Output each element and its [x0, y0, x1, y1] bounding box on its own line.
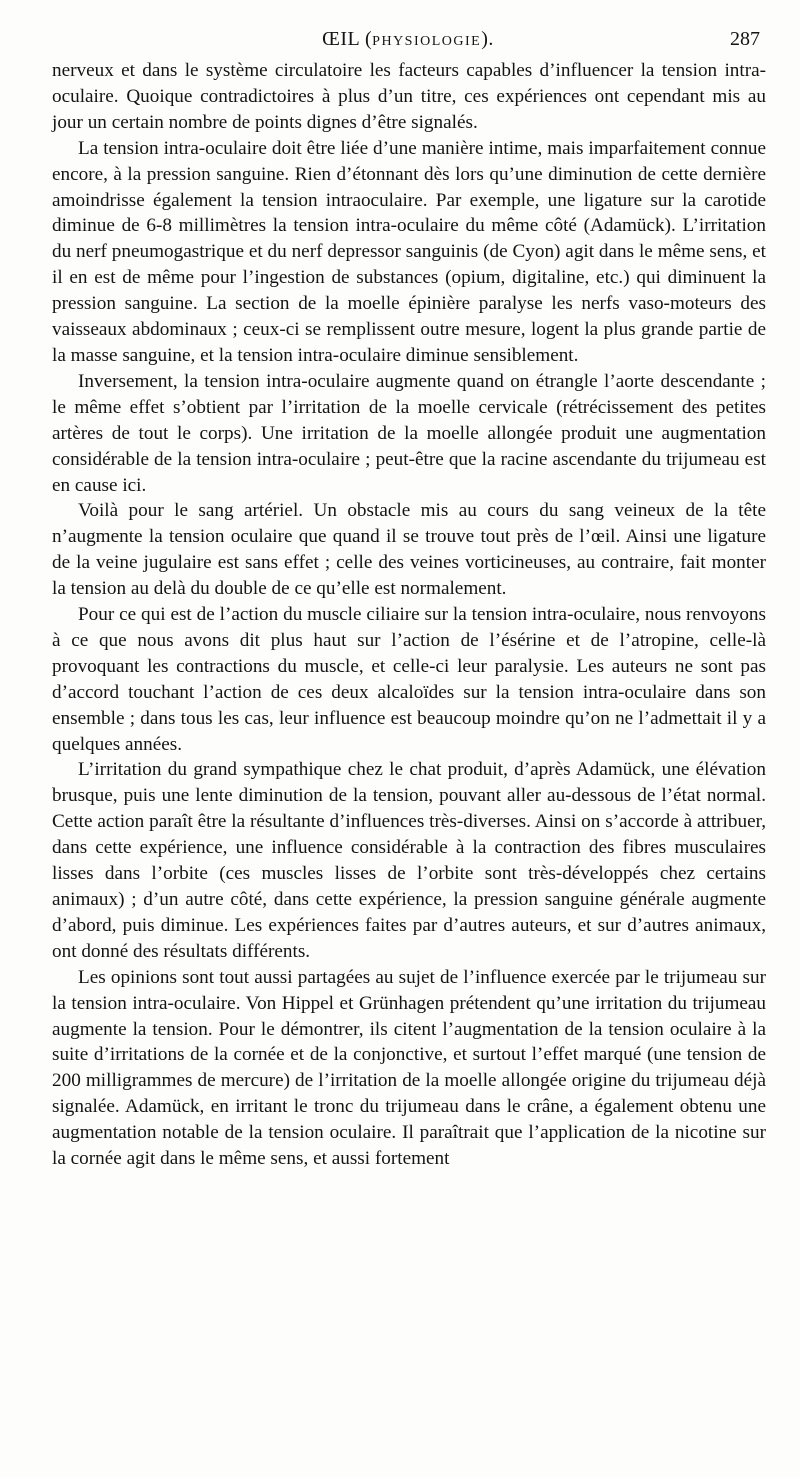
paragraph-trijumeau: Les opinions sont tout aussi partagées au sujet de l’influence exercée par le trijumeau sur la tension intra-oculaire. Von Hippel et Grünhagen prétendent qu’une irritation du trijumeau augmente la tension. Pour le démontrer, ils citent l’augmentation de la tension oculaire à la suite d’irritations de la cornée et de la conjonctive, et surtout l’effet marqué (une tension de 200 milligrammes de mercure) de l’irritation de la moelle allongée origine du trijumeau déjà signalée. Adamück, en irritant le tronc du trijumeau dans le crâne, a également obtenu une augmentation notable de la tension oculaire. Il paraîtrait que l’application de la nicotine sur la cornée agit dans le même sens, et aussi fortement: [52, 966, 766, 1170]
page-header: [52, 28, 764, 56]
paragraph-continuation: nerveux et dans le système circulatoire les facteurs capables d’influencer la tension intra-oculaire. Quoique contradictoires à plus d’un titre, ces expériences ont cependant mis au jour un certain nombre de points dignes d’être signalés.: [52, 60, 766, 133]
paragraph-sang-arteriel: Voilà pour le sang artériel. Un obstacle mis au cours du sang veineux de la tête n’augmente la tension oculaire que quand il se trouve tout près de l’œil. Ainsi une ligature de la veine jugulaire est sans effet ; celle des veines vorticineuses, au contraire, fait monter la tension au delà du double de ce qu’elle est normalement.: [52, 500, 766, 600]
paragraph-grand-sympathique: L’irritation du grand sympathique chez le chat produit, d’après Adamück, une élévation brusque, puis une lente diminution de la tension, pouvant aller au-dessous de l’état normal. Cette action paraît être la résultante d’influences très-diverses. Ainsi on s’accorde à attribuer, dans cette expérience, une influence considérable à la contraction des fibres musculaires lisses dans l’orbite (ces muscles lisses de l’orbite sont très-développés chez certains animaux) ; d’un autre côté, dans cette expérience, la pression sanguine générale augmente d’abord, puis diminue. Les expériences faites par d’autres auteurs, et sur d’autres animaux, ont donné des résultats différents.: [52, 759, 766, 962]
running-title: [52, 28, 764, 51]
running-title-main: ŒIL (: [322, 28, 373, 50]
running-title-section: PHYSIOLOGIE: [372, 34, 482, 49]
paragraph-inversement: Inversement, la tension intra-oculaire augmente quand on étrangle l’aorte descendante ; le même effet s’obtient par l’irritation de la moelle cervicale (rétrécissement des petites artères de tout le corps). Une irritation de la moelle allongée produit une augmentation considérable de la tension intra-oculaire ; peut-être que la racine ascendante du trijumeau est en cause ici.: [52, 370, 766, 496]
running-title-end: ).: [481, 28, 494, 50]
paragraph-pression-sanguine: La tension intra-oculaire doit être liée d’une manière intime, mais imparfaitement connue encore, à la pression sanguine. Rien d’étonnant dès lors qu’une diminution de cette dernière amoindrisse également la tension intraoculaire. Par exemple, une ligature sur la carotide diminue de 6-8 millimètres la tension intra-oculaire du même côté (Adamück). L’irritation du nerf pneumogastrique et du nerf depressor sanguinis (de Cyon) agit dans le même sens, et il en est de même pour l’ingestion de substances (opium, digitaline, etc.) qui diminuent la pression sanguine. La section de la moelle épinière paralyse les nerfs vaso-moteurs des vaisseaux abdominaux ; ceux-ci se remplissent outre mesure, logent la plus grande partie de la masse sanguine, et la tension intra-oculaire diminue sensiblement.: [52, 137, 766, 366]
paragraph-muscle-ciliaire: Pour ce qui est de l’action du muscle ciliaire sur la tension intra-oculaire, nous renvoyons à ce que nous avons dit plus haut sur l’action de l’ésérine et de l’atropine, celle-là provoquant les contractions du muscle, et celle-ci leur paralysie. Les auteurs ne sont pas d’accord touchant l’action de ces deux alcaloïdes sur la tension intra-oculaire dans son ensemble ; dans tous les cas, leur influence est beaucoup moindre qu’on ne l’admettait il y a quelques années.: [52, 604, 766, 755]
page-number: 287: [730, 28, 760, 50]
body-text: [52, 58, 766, 1172]
